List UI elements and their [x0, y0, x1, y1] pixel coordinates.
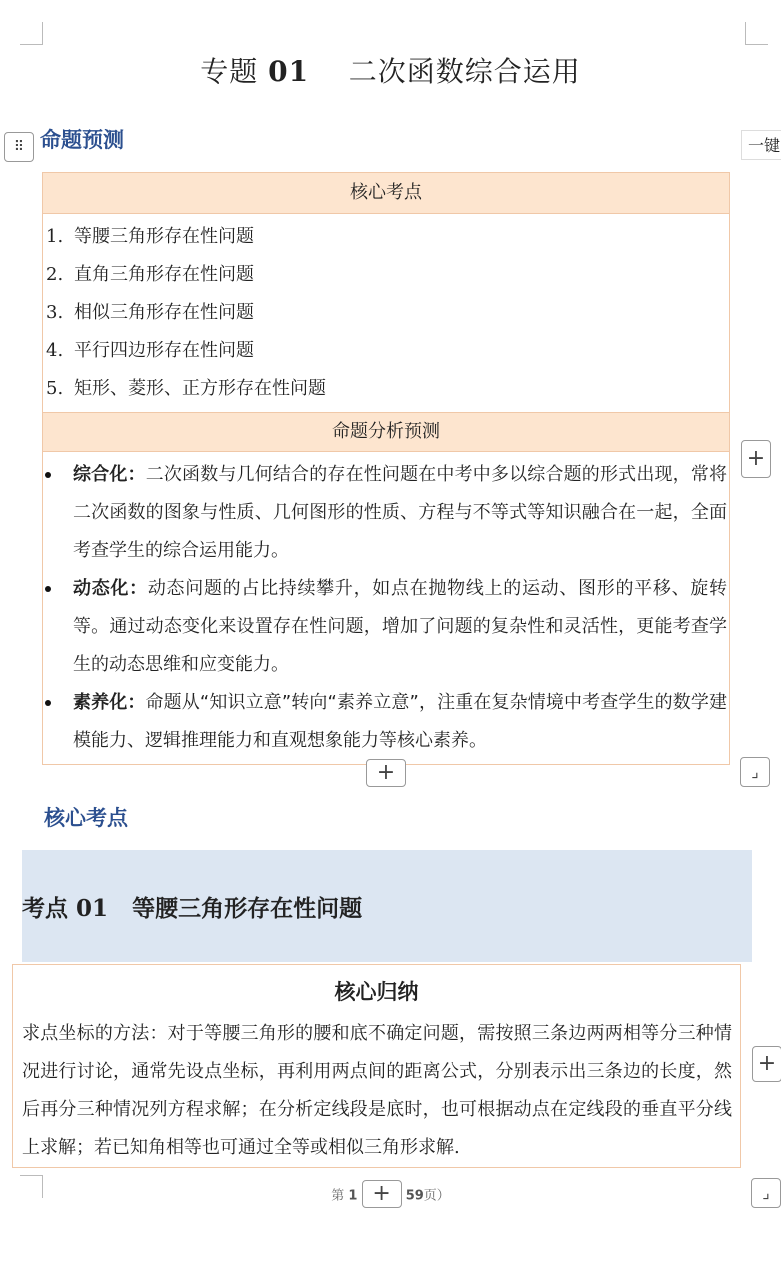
analysis-header: 命题分析预测: [43, 412, 729, 452]
collapse-icon[interactable]: ⌟: [751, 1178, 781, 1208]
drag-handle-icon[interactable]: ⠿: [4, 132, 34, 162]
section-heading-core: 核心考点: [44, 806, 128, 830]
core-points-header: 核心考点: [43, 173, 729, 214]
list-item: 2. 直角三角形存在性问题: [46, 264, 254, 285]
page-corner-mark: [745, 22, 768, 45]
add-row-button[interactable]: +: [366, 759, 406, 787]
bullet-icon: [45, 472, 51, 478]
add-row-button[interactable]: +: [362, 1180, 402, 1208]
list-item: 3. 相似三角形存在性问题: [46, 302, 254, 323]
title-number: 01: [268, 55, 310, 88]
page-corner-mark: [20, 22, 43, 45]
collapse-icon[interactable]: ⌟: [740, 757, 770, 787]
add-column-button[interactable]: +: [752, 1046, 781, 1082]
page-footer: 第 1 + 59页）: [331, 1181, 450, 1206]
bullet-icon: [45, 586, 51, 592]
bullet-icon: [45, 700, 51, 706]
analysis-list: [43, 452, 729, 764]
title-text: 二次函数综合运用: [348, 55, 581, 88]
add-column-button[interactable]: +: [741, 440, 771, 478]
one-click-button[interactable]: 一键: [741, 130, 781, 160]
list-item: 1. 等腰三角形存在性问题: [46, 226, 254, 247]
section-heading-prediction: 命题预测: [40, 128, 124, 152]
analysis-item: 素养化：命题从“知识立意”转向“素养立意”，注重在复杂情境中考查学生的数学建模能力、逻辑推理能力和直观想象能力等核心素养。: [43, 684, 729, 760]
summary-box: [12, 964, 741, 1168]
summary-title: 核心归纳: [334, 980, 419, 1004]
core-points-list: [43, 214, 729, 412]
list-item: 4. 平行四边形存在性问题: [46, 340, 254, 361]
analysis-item: 综合化：二次函数与几何结合的存在性问题在中考中多以综合题的形式出现，常将二次函数的图象与性质、几何图形的性质、方程与不等式等知识融合在一起，全面考查学生的综合运用能力。: [43, 456, 729, 570]
kaodian-title: 考点 01 等腰三角形存在性问题: [22, 895, 363, 922]
title-prefix: 专题: [200, 55, 259, 88]
page-title: [0, 50, 781, 90]
prediction-table: [42, 172, 730, 765]
list-item: 5. 矩形、菱形、正方形存在性问题: [46, 378, 326, 399]
analysis-item: 动态化：动态问题的占比持续攀升，如点在抛物线上的运动、图形的平移、旋转等。通过动态变化来设置存在性问题，增加了问题的复杂性和灵活性，更能考查学生的动态思维和应变能力。: [43, 570, 729, 684]
summary-text: 求点坐标的方法：对于等腰三角形的腰和底不确定问题，需按照三条边两两相等分三种情况进行讨论，通常先设点坐标，再利用两点间的距离公式，分别表示出三条边的长度，然后再分三种情况列方程求解；在分析定线段是底时，也可根据动点在定线段的垂直平分线上求解；若已知角相等也可通过全等或相似三角形求解.: [22, 1023, 732, 1158]
